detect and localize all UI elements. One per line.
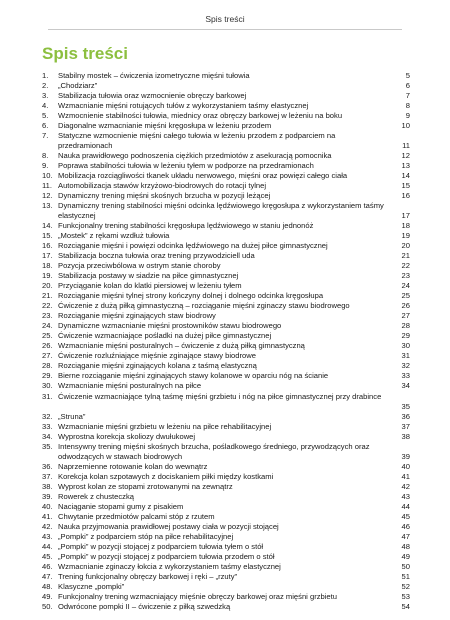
toc-entry-number: 7. [42,131,49,141]
toc-entry[interactable] [42,301,410,311]
toc-entry[interactable] [42,101,410,111]
toc-entry-title: Klasyczne „pompki” [58,581,125,591]
toc-entry-number: 21. [42,291,53,301]
toc-entry[interactable] [42,91,410,101]
toc-entry[interactable] [42,191,410,201]
header-divider [48,29,402,30]
toc-entry-title: Dynamiczne wzmacnianie mięśni prostowników stawu biodrowego [58,321,282,331]
toc-entry-page: 16 [401,191,410,201]
toc-entry-page: 42 [401,481,410,491]
toc-entry-title: Ćwiczenie wzmacniające pośladki na dużej piłce gimnastycznej [58,331,272,341]
toc-entry-number: 40. [42,501,53,511]
toc-entry-title: Wzmocnienie stabilności tułowia, miednicy oraz obręczy barkowej w leżeniu na boku [58,111,343,121]
toc-entry-page: 32 [401,361,410,371]
toc-entry-title: Wzmacnianie zginaczy łokcia z wykorzystaniem taśmy elastycznej [58,561,281,571]
toc-entry-number: 44. [42,541,53,551]
toc-entry-number: 4. [42,101,49,111]
toc-entry[interactable] [42,462,410,472]
toc-entry-number: 20. [42,281,53,291]
toc-entry-page: 33 [401,371,410,381]
toc-entry-page: 21 [401,251,410,261]
toc-entry-title: Wzmacnianie mięśni posturalnych – ćwiczenie z dużą piłką gimnastyczną [58,341,305,351]
toc-entry-page: 52 [401,581,410,591]
toc-entry[interactable] [42,261,410,271]
toc-entry-number: 43. [42,531,53,541]
toc-entry[interactable] [42,221,410,231]
toc-entry[interactable] [42,251,410,261]
toc-entry[interactable] [42,281,410,291]
toc-entry-page: 51 [401,571,410,581]
toc-entry-number: 30. [42,381,53,391]
toc-entry-number: 49. [42,591,53,601]
toc-entry[interactable] [42,331,410,341]
toc-entry-title: „Chodziarz” [58,81,98,91]
toc-entry-number: 14. [42,221,53,231]
toc-entry-title: Intensywny trening mięśni skośnych brzucha, pośladkowego średniego, przywodzących oraz odwodzących w stawach biodrowych [58,441,370,461]
toc-entry-page: 23 [401,271,410,281]
toc-entry-number: 22. [42,301,53,311]
toc-entry-number: 45. [42,551,53,561]
toc-entry[interactable] [42,412,410,422]
toc-entry-title: Naciąganie stopami gumy z pisakiem [58,501,184,511]
toc-entry-number: 26. [42,341,53,351]
toc-entry-page: 19 [401,231,410,241]
toc-entry[interactable] [42,472,410,482]
toc-entry[interactable] [42,291,410,301]
toc-entry-page: 8 [405,101,410,111]
toc-entry[interactable] [42,311,410,321]
toc-entry-page: 31 [401,351,410,361]
toc-entry-number: 42. [42,521,53,531]
toc-entry[interactable] [42,121,410,131]
toc-entry-page: 20 [401,241,410,251]
toc-entry[interactable] [42,231,410,241]
toc-entry[interactable] [42,562,410,572]
toc-entry-page: 37 [401,421,410,431]
toc-entry[interactable] [42,321,410,331]
toc-entry-page: 47 [401,531,410,541]
toc-entry[interactable] [42,151,410,161]
toc-entry-title: Nauka przyjmowania prawidłowej postawy ciała w pozycji stojącej [58,521,279,531]
toc-entry-number: 2. [42,81,49,91]
toc-entry-page: 39 [401,451,410,461]
toc-entry-page: 18 [401,221,410,231]
toc-entry-page: 44 [401,501,410,511]
toc-entry-page: 35 [401,401,410,411]
toc-entry-page: 13 [401,161,410,171]
toc-entry-page: 38 [401,431,410,441]
toc-entry-page: 49 [401,551,410,561]
running-header: Spis treści [205,14,245,24]
toc-entry-page: 14 [401,171,410,181]
toc-entry-page: 54 [401,601,410,611]
toc-entry-title: Statyczne wzmocnienie mięśni całego tułowia w leżeniu przodem z podparciem na przedramionach [58,131,336,151]
toc-entry-number: 17. [42,251,53,261]
toc-entry-title: Bierne rozciąganie mięśni zginających stawy kolanowe w oparciu nóg na ścianie [58,371,329,381]
toc-entry-page: 46 [401,521,410,531]
toc-entry-page: 36 [401,411,410,421]
toc-entry[interactable] [42,602,410,612]
toc-entry-title: Wzmacnianie mięśni posturalnych na piłce [58,381,202,391]
toc-entry-number: 32. [42,411,53,421]
toc-entry-title: Wyprostna korekcja skoliozy dwułukowej [58,431,196,441]
toc-entry-number: 18. [42,261,53,271]
toc-entry[interactable] [42,81,410,91]
toc-entry-title: Mobilizacja rozciągliwości tkanek układu nerwowego, mięśni oraz powięzi całego ciała [58,171,348,181]
toc-entry[interactable] [42,442,410,462]
toc-entry-title: Rowerek z chusteczką [58,491,134,501]
toc-entry[interactable] [42,432,410,442]
toc-entry-page: 43 [401,491,410,501]
toc-entry-title: Chwytanie przedmiotów palcami stóp z rzutem [58,511,215,521]
toc-entry-title: Stabilny mostek – ćwiczenia izometryczne mięśni tułowia [58,71,250,80]
toc-entry-title: Dynamiczny trening stabilności mięśni odcinka lędźwiowego kręgosłupa z wykorzystaniem taśmy elastycznej [58,201,384,221]
toc-entry-title: Stabilizacja boczna tułowia oraz trening przywodziciell uda [58,251,255,261]
toc-entry[interactable] [42,522,410,532]
toc-entry[interactable] [42,71,410,81]
toc-entry-number: 38. [42,481,53,491]
toc-entry-page: 17 [401,211,410,221]
toc-entry-page: 30 [401,341,410,351]
toc-entry-title: Diagonalne wzmacnianie mięśni kręgosłupa w leżeniu przodem [58,121,272,131]
toc-entry-title: Rozciąganie mięśni zginających staw biodrowy [58,311,216,321]
toc-entry[interactable] [42,542,410,552]
toc-entry-title: Pozycja przeciwbólowa w ostrym stanie choroby [58,261,221,271]
toc-entry[interactable] [42,111,410,121]
toc-entry[interactable] [42,502,410,512]
toc-entry-number: 47. [42,571,53,581]
toc-entry[interactable] [42,131,410,151]
toc-entry[interactable] [42,241,410,251]
toc-entry[interactable] [42,422,410,432]
toc-entry-page: 28 [401,321,410,331]
toc-entry-number: 1. [42,71,49,80]
toc-entry-number: 48. [42,581,53,591]
toc-entry-title: Wyprost kolan ze stopami zrotowanymi na zewnątrz [58,481,233,491]
toc-entry-title: Wzmacnianie mięśni grzbietu w leżeniu na piłce rehabilitacyjnej [58,421,272,431]
toc-entry[interactable] [42,592,410,602]
toc-entry[interactable] [42,271,410,281]
toc-entry[interactable] [42,201,410,221]
toc-entry-number: 46. [42,561,53,571]
toc-entry[interactable] [42,181,410,191]
toc-entry-number: 12. [42,191,53,201]
toc-entry-title: „Pompki” w pozycji stojącej z podparciem tułowia tyłem o stół [58,541,264,551]
toc-entry-title: Nauka prawidłowego podnoszenia ciężkich przedmiotów z asekuracją pomocnika [58,151,332,161]
toc-entry[interactable] [42,171,410,181]
toc-entry-page: 53 [401,591,410,601]
toc-entry-page: 5 [405,71,410,80]
toc-entry-number: 29. [42,371,53,381]
toc-entry-page: 41 [401,471,410,481]
toc-entry-title: Ćwiczenie rozluźniające mięśnie zginające stawy biodrowe [58,351,256,361]
toc-entry-title: Korekcja kolan szpotawych z dociskaniem piłki między kostkami [58,471,274,481]
toc-entry-number: 50. [42,601,53,611]
toc-entry-number: 6. [42,121,49,131]
toc-entry-number: 9. [42,161,49,171]
toc-entry-number: 16. [42,241,53,251]
toc-entry[interactable] [42,361,410,371]
toc-entry-number: 31. [42,391,53,401]
toc-entry-title: Wzmacnianie mięśni rotujących tułów z wykorzystaniem taśmy elastycznej [58,101,309,111]
toc-entry-title: Automobilizacja stawów krzyżowo-biodrowych do rotacji tylnej [58,181,267,191]
toc-entry-number: 11. [42,181,52,191]
toc-entry-number: 35. [42,441,53,451]
toc-entry-page: 27 [401,311,410,321]
toc-entry-number: 41. [42,511,53,521]
toc-entry-title: Poprawa stabilności tułowia w leżeniu tyłem w podporze na przedramionach [58,161,314,171]
toc-entry-number: 39. [42,491,53,501]
toc-entry-title: „Mostek” z rękami wzdłuż tułowia [58,231,170,241]
toc-entry[interactable] [42,512,410,522]
toc-entry-page: 6 [405,81,410,91]
toc-entry-page: 48 [401,541,410,551]
toc-entry-page: 40 [401,461,410,471]
toc-entry-number: 23. [42,311,53,321]
toc-entry-title: Rozciąganie mięśni zginających kolana z taśmą elastyczną [58,361,257,371]
toc-entry-number: 8. [42,151,49,161]
toc-entry-page: 7 [405,91,410,101]
toc-entry[interactable] [42,341,410,351]
toc-entry-title: „Pompki” z podparciem stóp na piłce rehabilitacyjnej [58,531,234,541]
toc-entry-title: Odwrócone pompki II – ćwiczenie z piłką szwedzką [58,601,231,611]
table-of-contents [42,71,410,612]
toc-entry-title: Stabilizacja postawy w siadzie na piłce gimnastycznej [58,271,239,281]
toc-entry-page: 22 [401,261,410,271]
toc-entry-number: 28. [42,361,53,371]
toc-entry[interactable] [42,392,410,412]
toc-entry-number: 27. [42,351,53,361]
toc-entry-title: Ćwiczenie wzmacniające tylną taśmę mięśni grzbietu i nóg na piłce gimnastycznej przy drabince [58,391,382,401]
toc-entry-number: 34. [42,431,53,441]
toc-entry[interactable] [42,532,410,542]
toc-entry-number: 25. [42,331,53,341]
toc-entry-title: Naprzemienne rotowanie kolan do wewnątrz [58,461,208,471]
toc-entry-title: Rozciąganie mięśni tylnej strony kończyny dolnej i dolnego odcinka kręgosłupa [58,291,324,301]
toc-entry-number: 3. [42,91,49,101]
toc-entry-page: 26 [401,301,410,311]
toc-entry[interactable] [42,161,410,171]
page-title: Spis treści [42,44,128,63]
toc-entry[interactable] [42,492,410,502]
toc-entry-page: 15 [401,181,410,191]
toc-entry[interactable] [42,381,410,391]
toc-entry-title: Ćwiczenie z dużą piłką gimnastyczną – rozciąganie mięśni zginaczy stawu biodrowego [58,301,350,311]
toc-entry-number: 36. [42,461,53,471]
toc-entry-page: 11 [402,141,410,151]
toc-entry-title: „Struna” [58,411,86,421]
toc-entry-title: Przyciąganie kolan do klatki piersiowej w leżeniu tyłem [58,281,242,291]
toc-entry[interactable] [42,552,410,562]
toc-entry-page: 10 [401,121,410,131]
toc-entry-number: 37. [42,471,53,481]
toc-entry-title: Rozciąganie mięśni i powięzi odcinka lędźwiowego na dużej piłce gimnastycznej [58,241,328,251]
toc-entry-title: Stabilizacja tułowia oraz wzmocnienie obręczy barkowej [58,91,247,101]
toc-entry-number: 10. [42,171,53,181]
toc-entry[interactable] [42,351,410,361]
toc-entry-title: Funkcjonalny trening stabilności kręgosłupa lędźwiowego w staniu jednonóż [58,221,314,231]
toc-entry-number: 13. [42,201,53,211]
toc-entry-title: Funkcjonalny trening wzmacniający mięśnie obręczy barkowej oraz mięśni grzbietu [58,591,337,601]
toc-entry[interactable] [42,572,410,582]
toc-entry-page: 12 [401,151,410,161]
toc-entry[interactable] [42,371,410,381]
toc-entry-number: 15. [42,231,53,241]
toc-entry-title: „Pompki” w pozycji stojącej z podparciem tułowia przodem o stół [58,551,275,561]
toc-entry-number: 33. [42,421,53,431]
toc-entry-page: 25 [401,291,410,301]
toc-entry-title: Trening funkcjonalny obręczy barkowej i ręki – „rzuty” [58,571,238,581]
toc-entry-page: 34 [401,381,410,391]
toc-entry-number: 5. [42,111,49,121]
toc-entry-page: 45 [401,511,410,521]
toc-entry-number: 19. [42,271,53,281]
toc-entry[interactable] [42,482,410,492]
toc-entry-page: 50 [401,561,410,571]
toc-entry-page: 29 [401,331,410,341]
toc-entry-page: 9 [405,111,410,121]
toc-entry-title: Dynamiczny trening mięśni skośnych brzucha w pozycji leżącej [58,191,271,201]
toc-entry[interactable] [42,582,410,592]
toc-entry-page: 24 [401,281,410,291]
toc-entry-number: 24. [42,321,53,331]
